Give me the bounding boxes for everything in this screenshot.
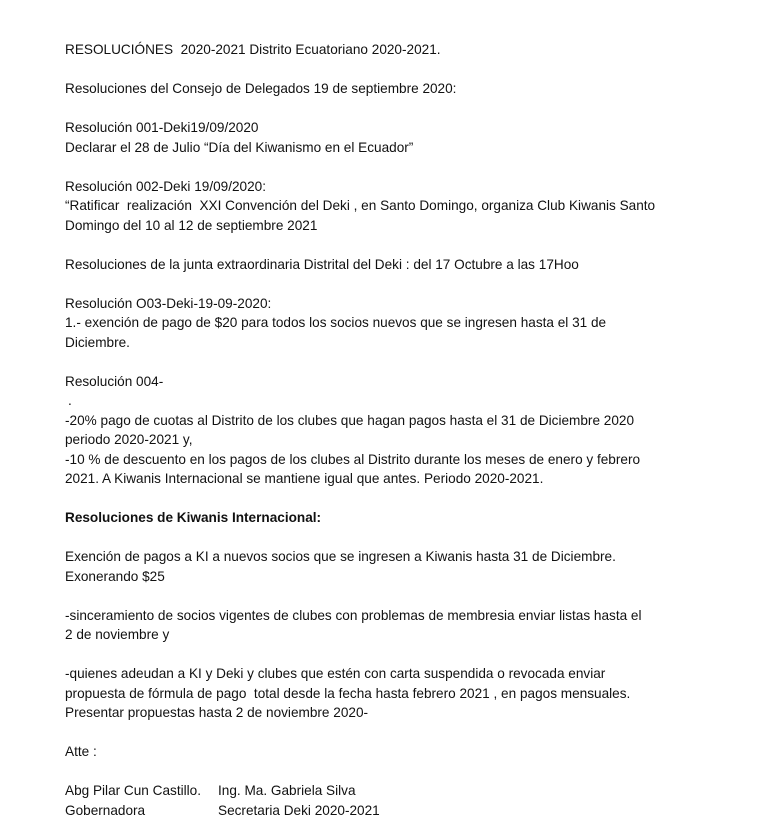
signature-names-row [65,781,677,801]
spacer [65,99,677,119]
spacer [65,586,677,606]
res004-item2-line2: 2021. A Kiwanis Internacional se mantiene igual que antes. Periodo 2020-2021. [65,471,544,486]
res003-line2: Diciembre. [65,334,130,350]
document-title: RESOLUCIÓNES 2020-2021 Distrito Ecuatoriano 2020-2021. [65,42,441,57]
signature-roles-row [65,801,677,821]
ki-p2-line1: -sinceramiento de socios vigentes de clubes con problemas de membresia enviar listas hasta el [65,607,642,623]
secretary-name: Ing. Ma. Gabriela Silva [218,783,356,798]
ki-p1-line1: Exención de pagos a KI a nuevos socios que se ingresen a Kiwanis hasta 31 de Diciembre. [65,549,616,564]
spacer [65,274,677,294]
governor-name: Abg Pilar Cun Castillo. [65,783,201,798]
spacer [65,489,677,509]
res004-heading: Resolución 004- [65,373,164,389]
closing: Atte : [65,744,97,759]
spacer [65,528,677,548]
council-heading: Resoluciones del Consejo de Delegados 19 de septiembre 2020: [65,81,457,96]
res001-text: Declarar el 28 de Julio “Día del Kiwanismo en el Ecuador” [65,139,414,155]
res004-item1-line2: periodo 2020-2021 y, [65,432,193,447]
spacer [65,235,677,255]
ki-p3-line2: propuesta de fórmula de pago total desde la fecha hasta febrero 2021 , en pagos mensuales. [65,685,631,701]
ki-heading: Resoluciones de Kiwanis Internacional: [65,510,322,525]
ki-p1-line2: Exonerando $25 [65,568,165,584]
res002-line2: Domingo del 10 al 12 de septiembre 2021 [65,217,318,233]
res001-heading: Resolución 001-Deki19/09/2020 [65,120,259,135]
spacer [65,645,677,665]
secretary-role: Secretaria Deki 2020-2021 [218,802,380,818]
res004-item1-line1: -20% pago de cuotas al Distrito de los clubes que hagan pagos hasta el 31 de Diciembre 2020 [65,412,635,428]
ki-p3-line3: Presentar propuestas hasta 2 de noviembre 2020- [65,705,369,720]
res002-line1: “Ratificar realización XXI Convención del Deki , en Santo Domingo, organiza Club Kiwanis Santo [65,198,656,213]
governor-role: Gobernadora [65,802,146,818]
ki-p2-line2: 2 de noviembre y [65,627,170,642]
res003-line1: 1.- exención de pago de $20 para todos los socios nuevos que se ingresen hasta el 31 de [65,315,607,330]
ki-p3-line1: -quienes adeudan a KI y Deki y clubes que estén con carta suspendida o revocada enviar [65,666,606,681]
res004-dot: . [68,393,72,408]
spacer [65,352,677,372]
spacer [65,762,677,782]
document-page [65,40,677,820]
res003-heading: Resolución O03-Deki-19-09-2020: [65,295,272,311]
junta-heading: Resoluciones de la junta extraordinaria Distrital del Deki : del 17 Octubre a las 17Hoo [65,256,579,272]
res002-heading: Resolución 002-Deki 19/09/2020: [65,178,267,194]
spacer [65,723,677,743]
spacer [65,157,677,177]
res004-item2-line1: -10 % de descuento en los pagos de los clubes al Distrito durante los meses de enero y febrero [65,451,641,467]
spacer [65,60,677,80]
